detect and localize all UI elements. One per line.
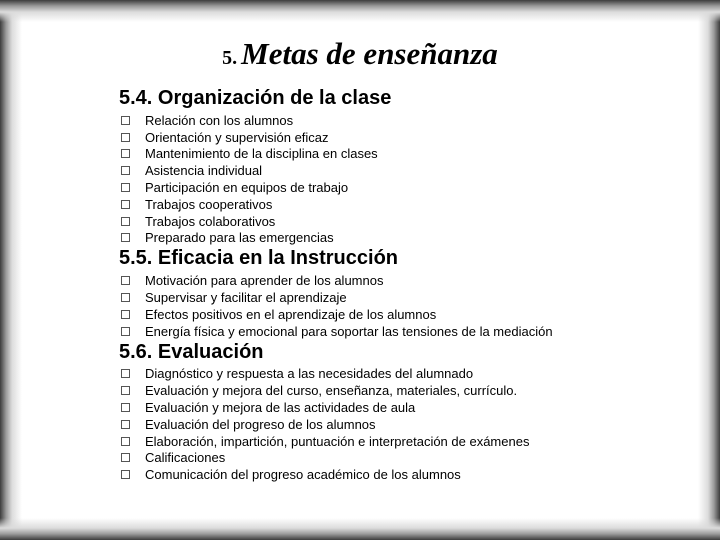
list-item — [119, 146, 709, 163]
list-item — [119, 433, 709, 450]
list-item-text: Comunicación del progreso académico de los alumnos — [145, 467, 461, 483]
list-item-text: Asistencia individual — [145, 163, 263, 179]
section-eficacia — [119, 246, 709, 339]
square-bullet-icon — [121, 276, 130, 285]
list-item — [119, 112, 709, 129]
list-item — [119, 196, 709, 213]
list-item-text: Participación en equipos de trabajo — [145, 180, 349, 196]
square-bullet-icon — [121, 310, 130, 319]
square-bullet-icon — [121, 183, 130, 192]
list-item-text: Evaluación y mejora del curso, enseñanza, materiales, currículo. — [145, 383, 518, 399]
title-text: Metas de enseñanza — [241, 36, 498, 71]
square-bullet-icon — [121, 116, 130, 125]
section-heading: 5.6. Evaluación — [119, 340, 264, 363]
list-item — [119, 382, 709, 399]
list-item-text: Efectos positivos en el aprendizaje de los alumnos — [145, 306, 437, 322]
list-item-text: Mantenimiento de la disciplina en clases — [145, 146, 378, 162]
square-bullet-icon — [121, 453, 130, 462]
list-item-text: Diagnóstico y respuesta a las necesidades del alumnado — [145, 366, 474, 382]
list-item — [119, 230, 709, 247]
square-bullet-icon — [121, 133, 130, 142]
square-bullet-icon — [121, 217, 130, 226]
list-item-text: Motivación para aprender de los alumnos — [145, 273, 384, 289]
slide-frame-bottom — [0, 518, 720, 540]
item-list — [119, 366, 709, 484]
slide-content — [119, 86, 709, 483]
list-item — [119, 162, 709, 179]
list-item — [119, 466, 709, 483]
section-organizacion — [119, 86, 709, 246]
square-bullet-icon — [121, 420, 130, 429]
square-bullet-icon — [121, 200, 130, 209]
section-heading: 5.5. Eficacia en la Instrucción — [119, 247, 399, 270]
list-item — [119, 416, 709, 433]
list-item-text: Energía física y emocional para soportar las tensiones de la mediación — [145, 323, 553, 339]
square-bullet-icon — [121, 149, 130, 158]
square-bullet-icon — [121, 403, 130, 412]
square-bullet-icon — [121, 233, 130, 242]
title-number: 5. — [222, 47, 238, 69]
slide-frame-top — [0, 0, 720, 22]
list-item-text: Elaboración, impartición, puntuación e interpretación de exámenes — [145, 433, 530, 449]
item-list — [119, 272, 709, 339]
square-bullet-icon — [121, 327, 130, 336]
list-item-text: Supervisar y facilitar el aprendizaje — [145, 290, 347, 306]
list-item-text: Preparado para las emergencias — [145, 230, 334, 246]
list-item-text: Evaluación del progreso de los alumnos — [145, 416, 376, 432]
list-item — [119, 213, 709, 230]
list-item-text: Orientación y supervisión eficaz — [145, 129, 329, 145]
list-item-text: Trabajos colaborativos — [145, 213, 276, 229]
list-item — [119, 306, 709, 323]
list-item — [119, 399, 709, 416]
list-item-text: Trabajos cooperativos — [145, 196, 273, 212]
square-bullet-icon — [121, 386, 130, 395]
square-bullet-icon — [121, 470, 130, 479]
list-item — [119, 323, 709, 340]
list-item-text: Evaluación y mejora de las actividades de aula — [145, 400, 416, 416]
list-item — [119, 289, 709, 306]
list-item — [119, 129, 709, 146]
square-bullet-icon — [121, 293, 130, 302]
section-evaluacion — [119, 340, 709, 484]
section-heading: 5.4. Organización de la clase — [119, 87, 392, 109]
item-list — [119, 112, 709, 246]
list-item — [119, 450, 709, 467]
list-item — [119, 272, 709, 289]
square-bullet-icon — [121, 369, 130, 378]
slide-title — [0, 36, 720, 72]
list-item-text: Relación con los alumnos — [145, 112, 294, 128]
list-item-text: Calificaciones — [145, 450, 226, 466]
list-item — [119, 179, 709, 196]
square-bullet-icon — [121, 437, 130, 446]
square-bullet-icon — [121, 166, 130, 175]
list-item — [119, 366, 709, 383]
